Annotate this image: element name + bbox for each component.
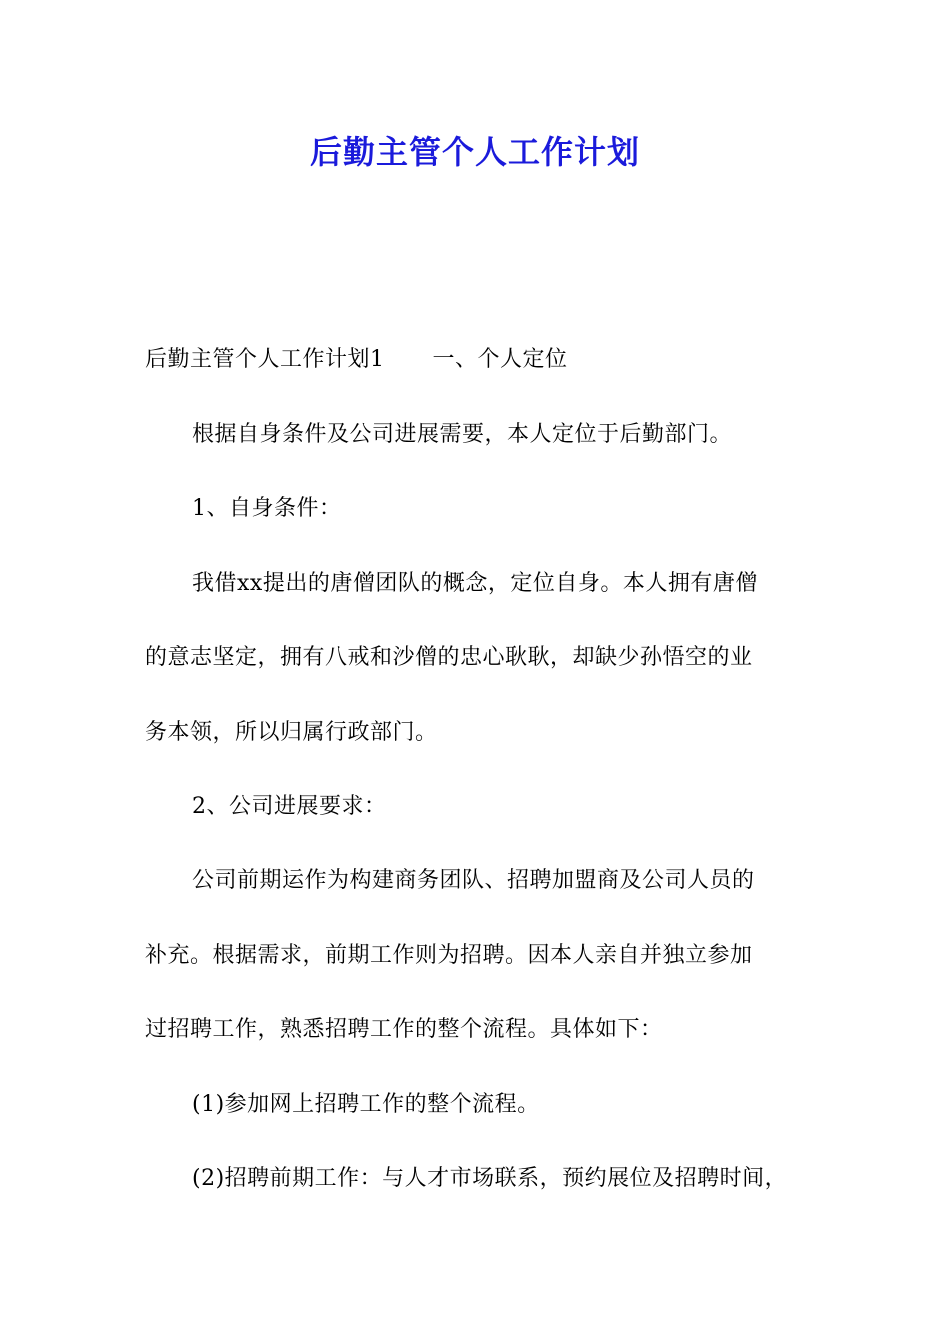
paragraph-line: 根据自身条件及公司进展需要，本人定位于后勤部门。 xyxy=(192,422,733,447)
paragraph-line: 过招聘工作，熟悉招聘工作的整个流程。具体如下： xyxy=(145,1017,663,1042)
paragraph-line: 的意志坚定，拥有八戒和沙僧的忠心耿耿，却缺少孙悟空的业 xyxy=(145,645,753,670)
section-heading: 一、个人定位 xyxy=(432,347,568,372)
subheading-line: 1、自身条件： xyxy=(192,496,342,521)
list-item-line: (1)参加网上招聘工作的整个流程。 xyxy=(192,1092,540,1117)
list-item-line: (2)招聘前期工作：与人才市场联系，预约展位及招聘时间， xyxy=(192,1166,788,1191)
subheading-line: 2、公司进展要求： xyxy=(192,794,387,819)
paragraph-line: 我借xx提出的唐僧团队的概念，定位自身。本人拥有唐僧 xyxy=(192,571,758,596)
paragraph-line: 务本领，所以归属行政部门。 xyxy=(145,720,438,745)
paragraph-line: 补充。根据需求，前期工作则为招聘。因本人亲自并独立参加 xyxy=(145,943,753,968)
section-heading-line xyxy=(145,345,568,375)
subtitle: 后勤主管个人工作计划1 xyxy=(145,347,385,372)
paragraph-line: 公司前期运作为构建商务团队、招聘加盟商及公司人员的 xyxy=(192,868,755,893)
document-title: 后勤主管个人工作计划 xyxy=(309,133,640,171)
